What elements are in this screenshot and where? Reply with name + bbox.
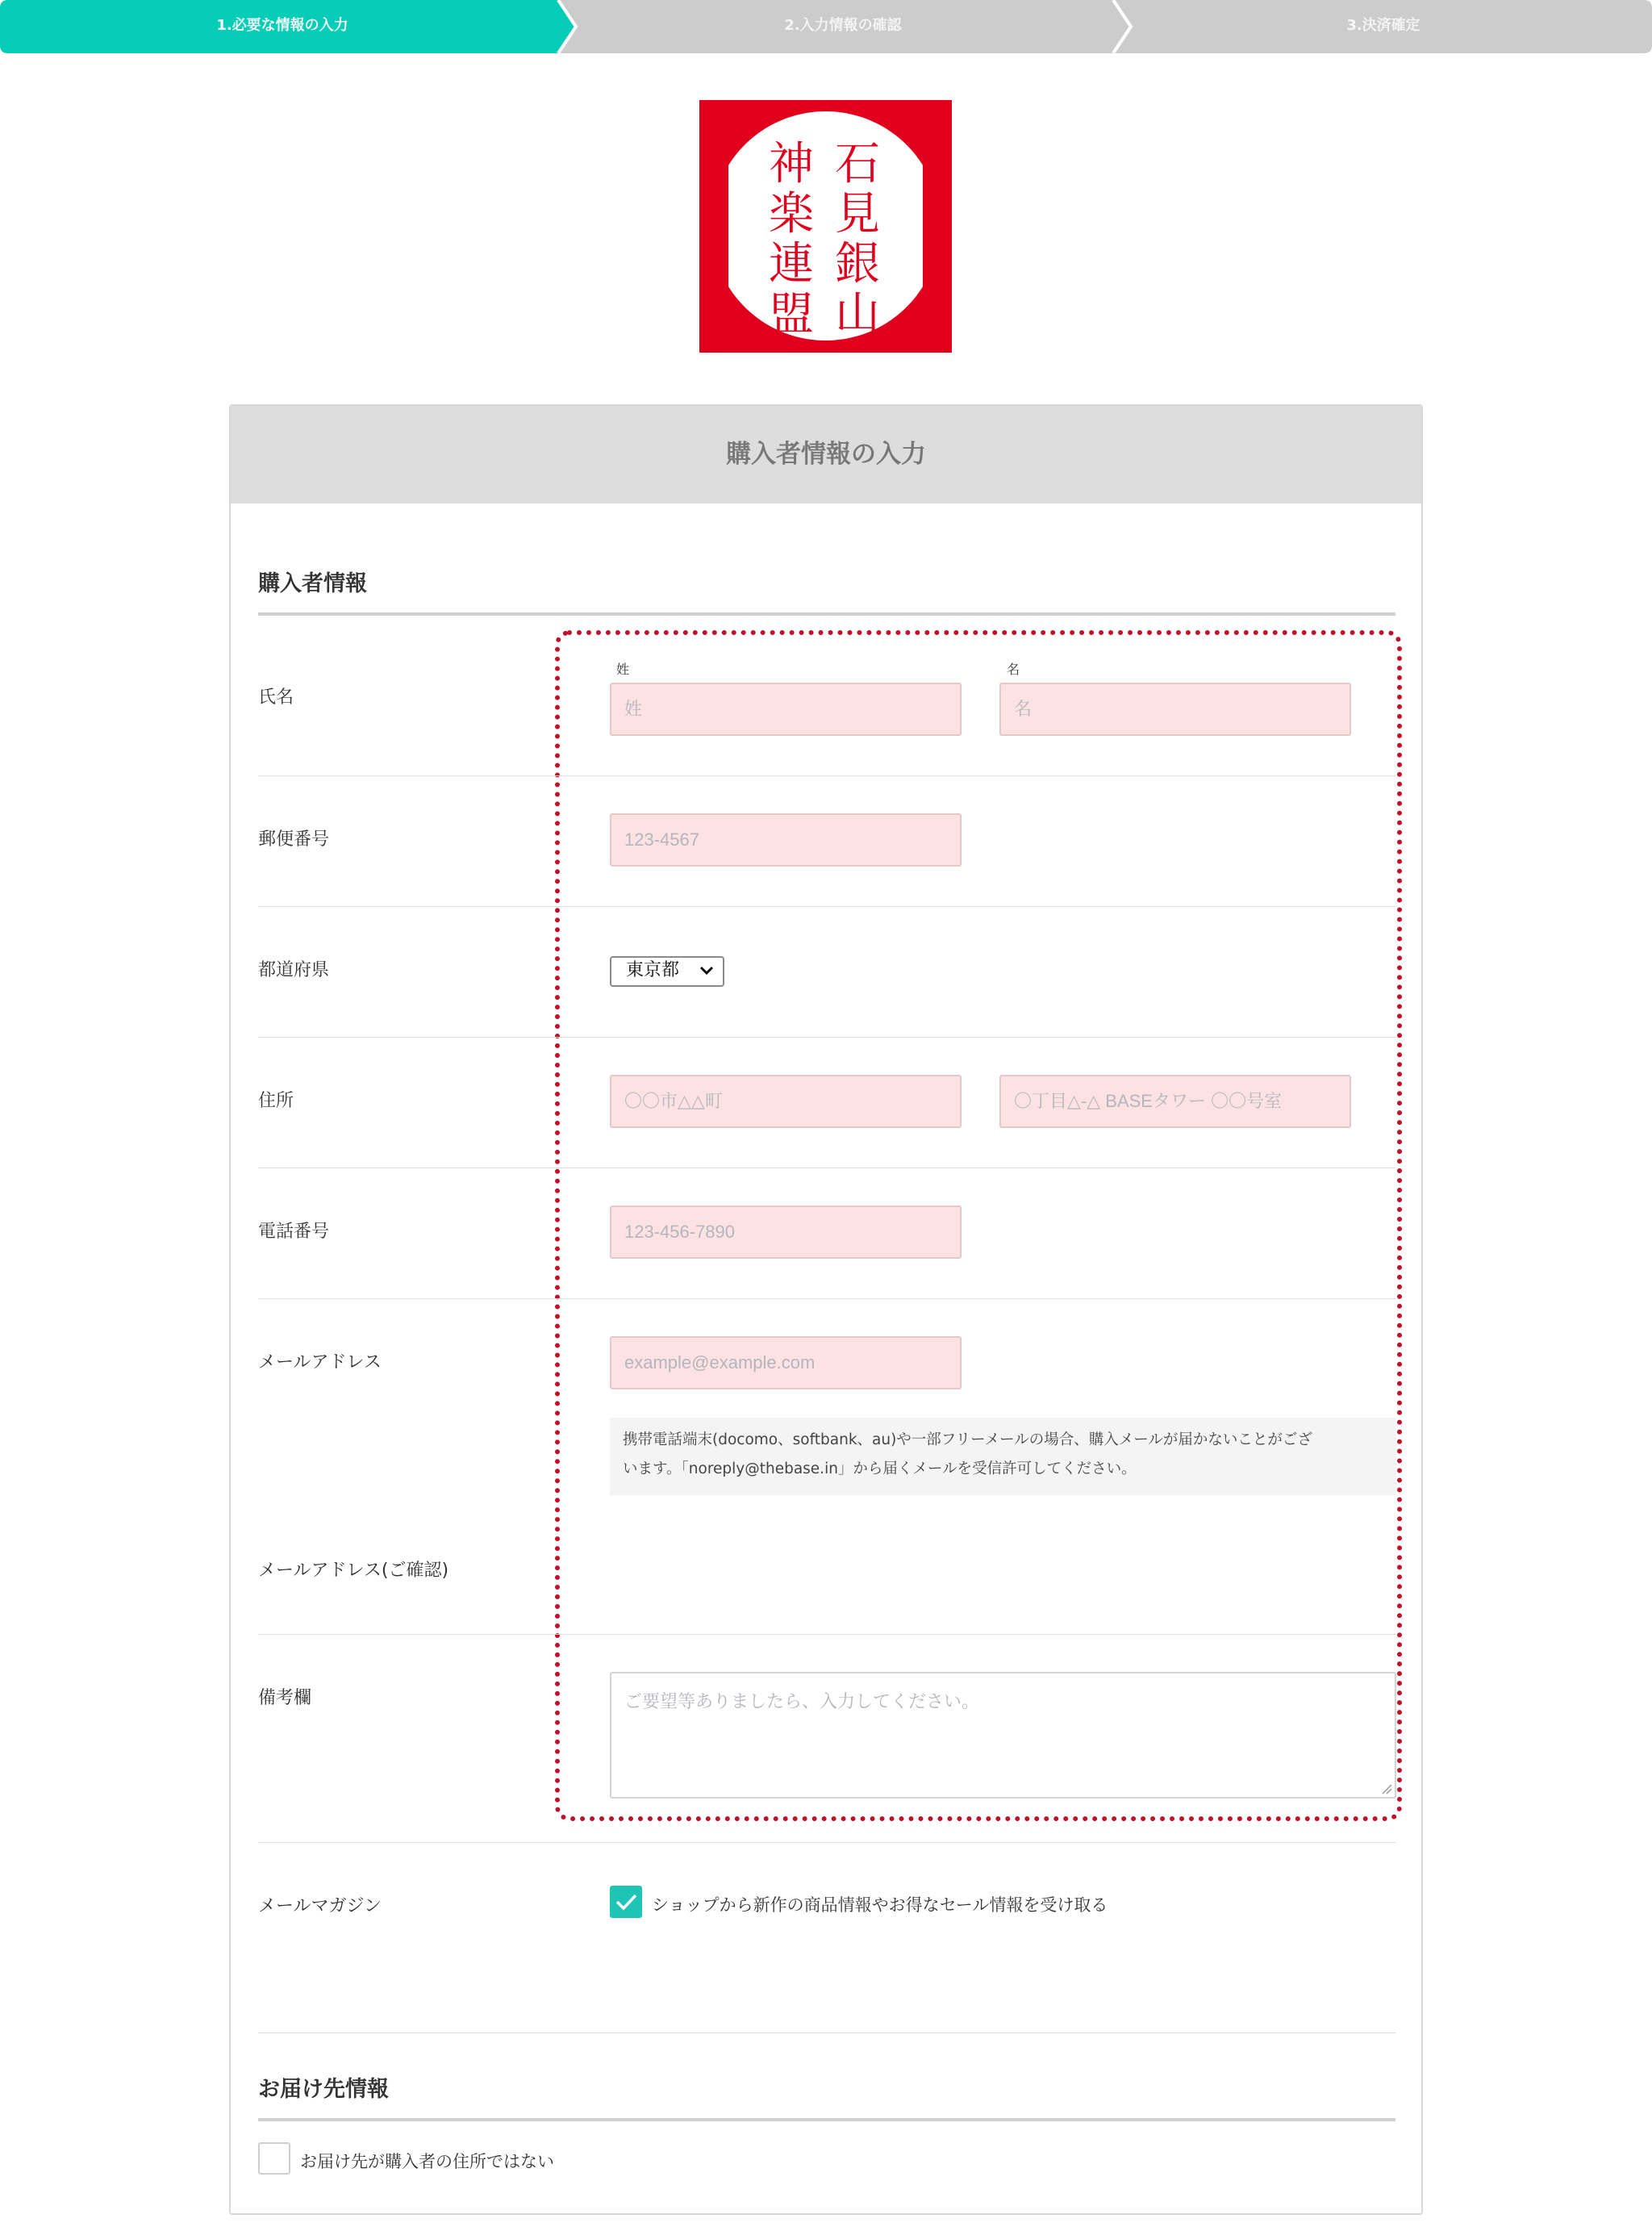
chevron-down-icon [699, 961, 715, 988]
different-address-checkbox[interactable] [258, 2142, 290, 2175]
row-divider [258, 775, 1395, 776]
different-address-label[interactable]: お届け先が購入者の住所ではない [300, 2152, 554, 2171]
prefecture-value: 東京都 [626, 960, 680, 980]
logo-char: 石 [835, 138, 880, 190]
row-divider [258, 1298, 1395, 1299]
newsletter-checkbox[interactable] [610, 1886, 642, 1918]
last-name-input[interactable]: 姓 [610, 683, 962, 736]
phone-label: 電話番号 [258, 1222, 330, 1242]
remarks-label: 備考欄 [258, 1688, 312, 1708]
step-3-label: 3.決済確定 [1346, 17, 1420, 34]
logo-char: 神 [769, 138, 814, 190]
email-confirm-label: メールアドレス(ご確認) [258, 1561, 449, 1581]
row-divider [258, 1842, 1395, 1843]
delivery-section-title: お届け先情報 [258, 2077, 389, 2102]
email-input[interactable]: example@example.com [610, 1336, 962, 1389]
email-notice-line1: 携帯電話端末(docomo、softbank、au)や一部フリーメールの場合、購入メールが届かないことがござ [623, 1431, 1312, 1448]
progress-steps [0, 0, 1652, 53]
logo-char: 盟 [769, 288, 814, 341]
logo-char: 山 [835, 288, 880, 341]
first-name-label: 名 [1007, 662, 1020, 677]
remarks-textarea[interactable] [610, 1672, 1396, 1799]
email-notice-line2: います。「noreply@thebase.in」から届くメールを受信許可してください。 [623, 1460, 1137, 1477]
email-label: メールアドレス [258, 1352, 382, 1373]
last-name-label: 姓 [616, 662, 630, 677]
logo-char: 連 [769, 238, 814, 290]
phone-input[interactable]: 123-456-7890 [610, 1205, 962, 1259]
checkmark-icon [610, 1886, 642, 1918]
remarks-placeholder: ご要望等ありましたら、入力してください。 [624, 1692, 980, 1712]
section-divider [258, 612, 1395, 616]
buyer-section-title: 購入者情報 [258, 571, 367, 596]
email-notice [610, 1418, 1396, 1495]
newsletter-option-label[interactable]: ショップから新作の商品情報やお得なセール情報を受け取る [652, 1895, 1108, 1915]
logo-char: 見 [835, 188, 880, 240]
postal-label: 郵便番号 [258, 829, 330, 850]
prefecture-select[interactable] [610, 956, 724, 987]
buyer-form-panel [229, 404, 1423, 2215]
first-name-input[interactable]: 名 [999, 683, 1351, 736]
address-label: 住所 [258, 1091, 294, 1111]
address-city-input[interactable]: 〇〇市△△町 [610, 1075, 962, 1128]
logo-char: 楽 [769, 188, 814, 240]
address-street-input[interactable]: 〇丁目△-△ BASEタワー 〇〇号室 [999, 1075, 1351, 1128]
newsletter-label: メールマガジン [258, 1896, 382, 1916]
step-1-label: 1.必要な情報の入力 [216, 17, 348, 34]
panel-title: 購入者情報の入力 [231, 406, 1421, 503]
step-2-label: 2.入力情報の確認 [784, 17, 902, 34]
row-divider [258, 1634, 1395, 1635]
logo-seal [699, 100, 952, 353]
shop-logo[interactable] [699, 100, 952, 353]
name-label: 氏名 [258, 687, 294, 708]
postal-code-input[interactable]: 123-4567 [610, 813, 962, 867]
row-divider [258, 906, 1395, 907]
prefecture-label: 都道府県 [258, 960, 330, 980]
resize-handle-icon[interactable] [1381, 1783, 1392, 1795]
logo-char: 銀 [835, 238, 880, 290]
section-divider [258, 2118, 1395, 2121]
row-divider [258, 1037, 1395, 1038]
